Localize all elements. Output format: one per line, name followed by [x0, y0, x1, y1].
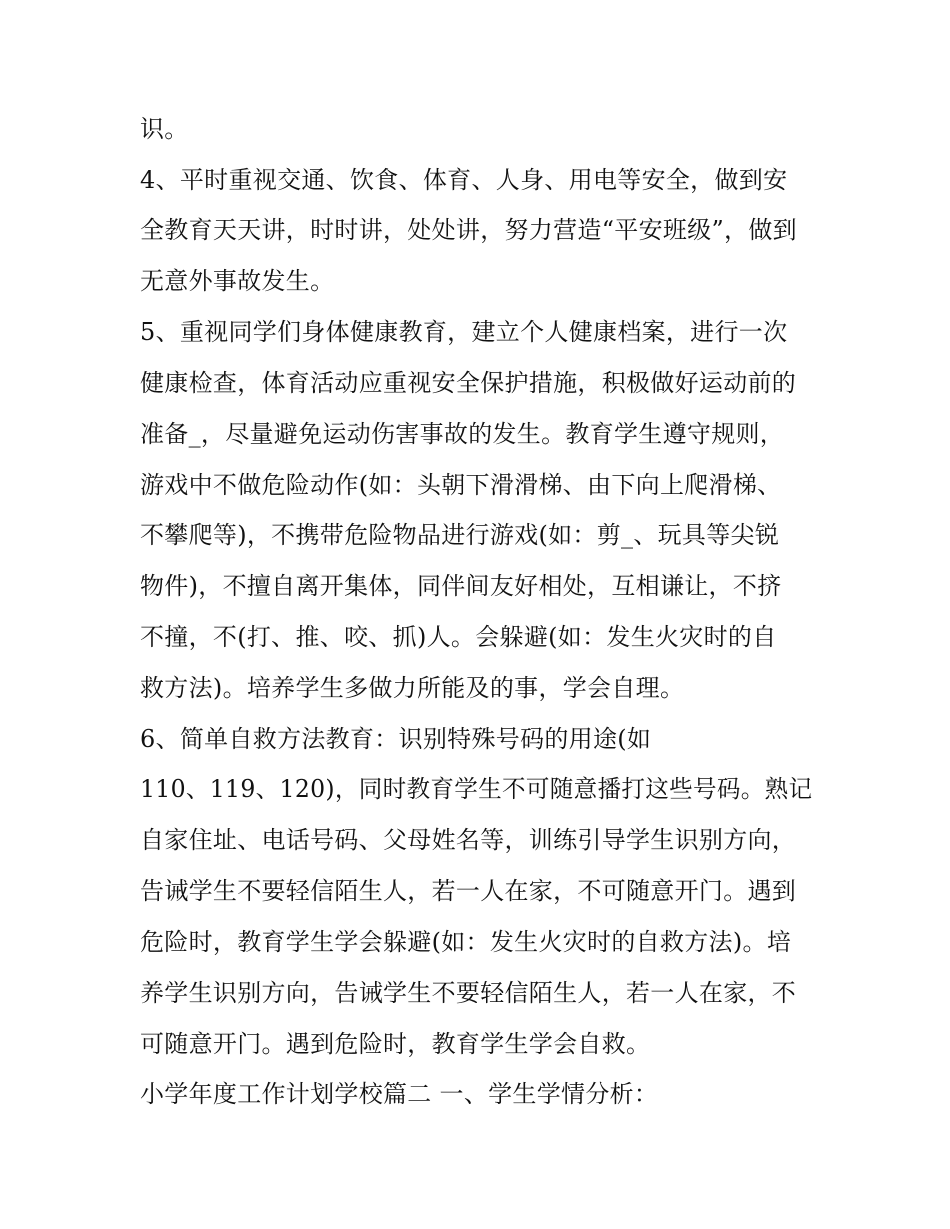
text-line: 识。: [140, 115, 189, 143]
text-line: 危险时，教育学生学会躲避(如：发生火灾时的自救方法)。培: [140, 928, 792, 956]
text-line: 全教育天天讲，时时讲，处处讲，努力营造“平安班级”，做到: [140, 216, 797, 244]
text-line: 准备_，尽量避免运动伤害事故的发生。教育学生遵守规则，: [140, 420, 785, 448]
text-line: 健康检查，体育活动应重视安全保护措施，积极做好运动前的: [140, 369, 797, 397]
text-line: 6、简单自救方法教育：识别特殊号码的用途(如: [140, 725, 652, 753]
text-line: 可随意开门。遇到危险时，教育学生学会自救。: [140, 1030, 651, 1058]
text-line: 110、119、120)，同时教育学生不可随意播打这些号码。熟记: [140, 775, 813, 803]
text-line: 养学生识别方向，告诫学生不要轻信陌生人，若一人在家，不: [140, 979, 797, 1007]
text-line: 4、平时重视交通、饮食、体育、人身、用电等安全，做到安: [140, 166, 788, 194]
text-line: 告诫学生不要轻信陌生人，若一人在家，不可随意开门。遇到: [140, 877, 797, 905]
text-line: 自家住址、电话号码、父母姓名等，训练引导学生识别方向，: [140, 826, 797, 854]
text-line: 5、重视同学们身体健康教育，建立个人健康档案，进行一次: [140, 318, 788, 346]
text-line: 不攀爬等)，不携带危险物品进行游戏(如：剪_、玩具等尖锐: [140, 521, 780, 549]
text-line: 不撞，不(打、推、咬、抓)人。会躲避(如：发生火灾时的自: [140, 623, 777, 651]
text-line: 无意外事故发生。: [140, 267, 335, 295]
text-line: 物件)，不擅自离开集体，同伴间友好相处，互相谦让，不挤: [140, 572, 782, 600]
text-line: 救方法)。培养学生多做力所能及的事，学会自理。: [140, 674, 685, 702]
text-line: 小学年度工作计划学校篇二 一、学生学情分析：: [140, 1080, 659, 1108]
text-line: 游戏中不做危险动作(如：头朝下滑滑梯、由下向上爬滑梯、: [140, 471, 782, 499]
